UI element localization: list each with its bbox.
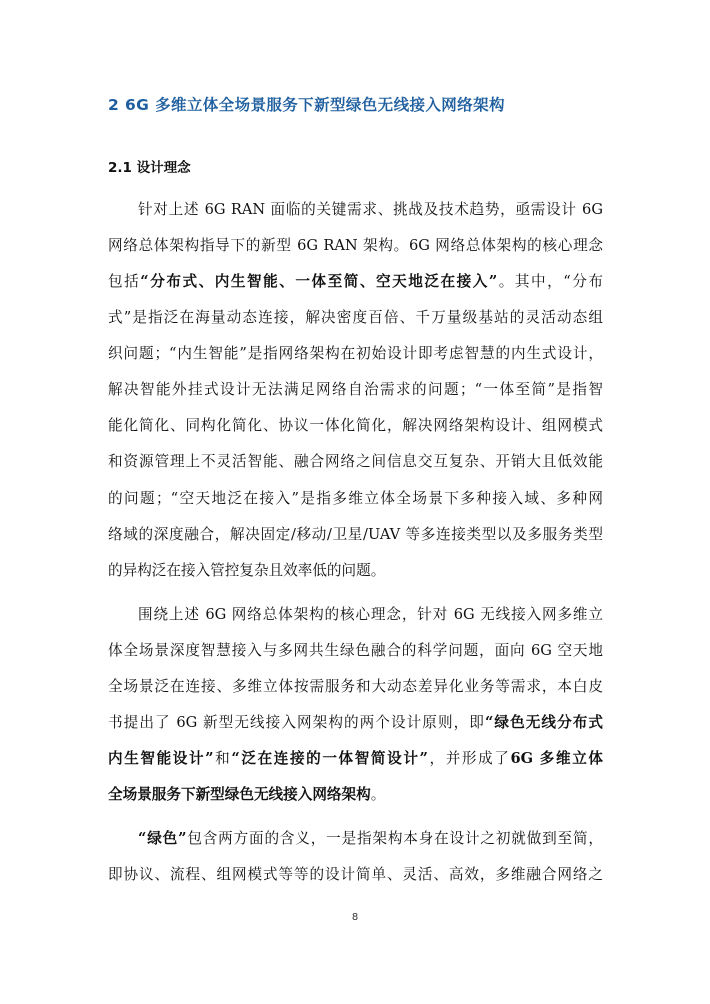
paragraph2-line: 内生智能设计”和“泛在连接的一体智简设计”，并形成了6G 多维立体 (108, 750, 603, 767)
page-number: 8 (351, 912, 359, 923)
paragraph2-line: 全场景泛在连接、多维立体按需服务和大动态差异化业务等需求，本白皮 (108, 678, 603, 695)
paragraph1-line: 解决智能外挂式设计无法满足网络自治需求的问题；“一体至简”是指智 (108, 381, 603, 398)
design-principle-emphasis: “绿色无线分布式 (484, 714, 603, 731)
paragraph1-line: 能化简化、同构化简化、协议一体化简化，解决网络架构设计、组网模式 (108, 417, 603, 434)
architecture-name-emphasis: 6G 多维立体 (510, 750, 603, 767)
paragraph1-line: 式”是指泛在海量动态连接，解决密度百倍、千万量级基站的灵活动态组 (108, 309, 603, 326)
paragraph2-line: 围绕上述 6G 网络总体架构的核心理念，针对 6G 无线接入网多维立 (138, 606, 603, 623)
paragraph1-line: 网络总体架构指导下的新型 6G RAN 架构。6G 网络总体架构的核心理念 (108, 237, 603, 254)
paragraph1-line: 针对上述 6G RAN 面临的关键需求、挑战及技术趋势，亟需设计 6G (138, 201, 603, 218)
design-principle-emphasis: 内生智能设计” (108, 750, 214, 767)
subsection-heading: 2.1 设计理念 (108, 160, 191, 176)
paragraph2-line: 全场景服务下新型绿色无线接入网络架构。 (108, 786, 386, 803)
paragraph3-line: “绿色”包含两方面的含义，一是指架构本身在设计之初就做到至简， (138, 830, 603, 847)
green-emphasis: “绿色” (138, 830, 187, 847)
paragraph1-line: 的问题；“空天地泛在接入”是指多维立体全场景下多种接入域、多种网 (108, 490, 603, 507)
section-heading: 2 6G 多维立体全场景服务下新型绿色无线接入网络架构 (108, 96, 505, 114)
paragraph1-line: 包括“分布式、内生智能、一体至简、空天地泛在接入”。其中，“分布 (108, 273, 603, 290)
paragraph1-line: 络域的深度融合，解决固定/移动/卫星/UAV 等多连接类型以及多服务类型 (108, 526, 603, 543)
paragraph2-line: 体全场景深度智慧接入与多网共生绿色融合的科学问题，面向 6G 空天地 (108, 642, 603, 659)
architecture-name-emphasis: 全场景服务下新型绿色无线接入网络架构 (108, 786, 371, 803)
paragraph1-line: 织问题；“内生智能”是指网络架构在初始设计即考虑智慧的内生式设计， (108, 345, 603, 362)
paragraph1-line: 的异构泛在接入管控复杂且效率低的问题。 (108, 562, 386, 579)
core-concept-emphasis: “分布式、内生智能、一体至简、空天地泛在接入” (140, 273, 498, 290)
paragraph1-line: 和资源管理上不灵活智能、融合网络之间信息交互复杂、开销大且低效能 (108, 453, 603, 470)
design-principle-emphasis: “泛在连接的一体智简设计” (231, 750, 428, 767)
paragraph2-line: 书提出了 6G 新型无线接入网架构的两个设计原则，即“绿色无线分布式 (108, 714, 603, 731)
paragraph3-line: 即协议、流程、组网模式等等的设计简单、灵活、高效，多维融合网络之 (108, 866, 603, 883)
